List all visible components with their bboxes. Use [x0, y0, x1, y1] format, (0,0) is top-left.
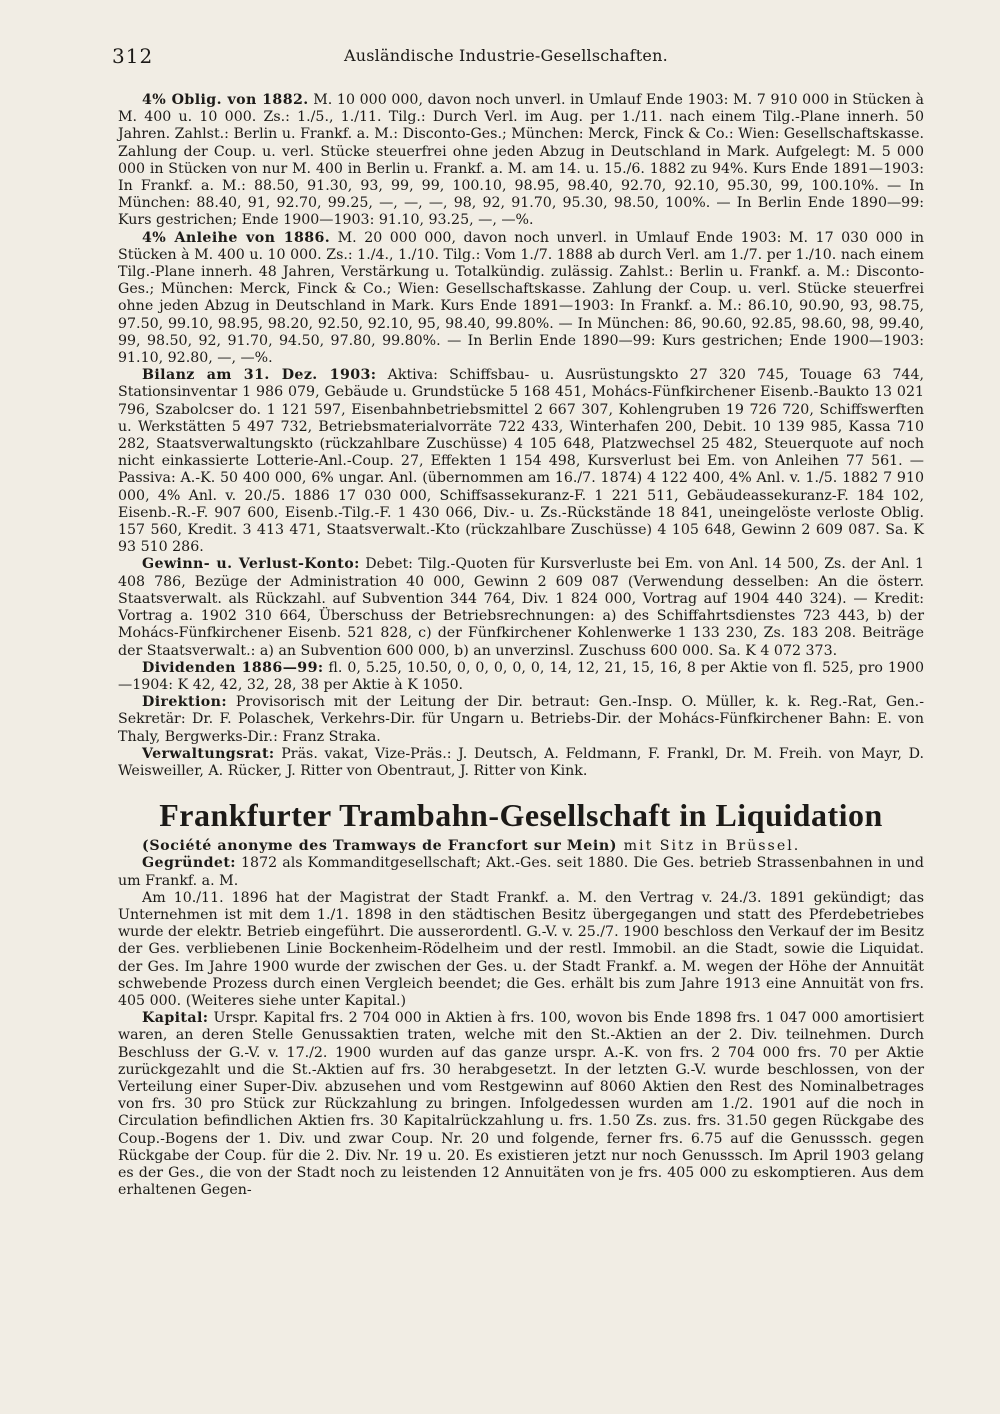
- running-title: Ausländische Industrie-Gesellschaften.: [344, 46, 668, 65]
- entry-obligation-1882: 4% Oblig. von 1882. M. 10 000 000, davon noch unverl. in Umlauf Ende 1903: M. 7 910 000 in Stücken à M. 400 u. 10 000. Zs.: 1./5., 1./11. Tilg.: Durch Verl. im Aug. per 1./11. nach einem Tilg.-Plane innerh. 50 Jahren. Zahlst.: Berlin u. Frankf. a. M.: Disconto-Ges.; München: Merck, Finck & Co.: Wien: Gesellschaftskasse. Zahlung der Coup. u. verl. Stücke steuerfrei ohne jeden Abzug in Deutschland in Mark. Aufgelegt: M. 5 000 000 in Stücken von nur M. 400 in Berlin u. Frankf. a. M. am 14. u. 15./6. 1882 zu 94%. Kurs Ende 1891—1903: In Frankf. a. M.: 88.50, 91.30, 93, 99, 99, 100.10, 98.95, 98.40, 92.70, 92.10, 95.30, 99, 100.10%. — In München: 88.40, 91, 92.70, 99.25, —, —, —, 98, 92, 91.70, 95.30, 98.50, 100%. — In Berlin Ende 1890—99: Kurs gestrichen; Ende 1900—1903: 91.10, 93.25, —, —%.: [118, 92, 924, 229]
- company-title: Frankfurter Trambahn-Gesellschaft in Liquidation: [159, 797, 883, 834]
- entry-anleihe-1886: 4% Anleihe von 1886. M. 20 000 000, davon noch unverl. in Umlauf Ende 1903: M. 17 030 000 in Stücken à M. 400 u. 10 000. Zs.: 1./4., 1./10. Tilg.: Vom 1./7. 1888 ab durch Verl. am 1./7. per 1./10. nach einem Tilg.-Plane innerh. 48 Jahren, Verstärkung u. Totalkündig. zulässig. Zahlst.: Berlin u. Frankf. a. M.: Disconto-Ges.; München: Merck, Finck & Co.; Wien: Gesellschaftskasse. Zahlung der Coup. u. verl. Stücke steuerfrei ohne jeden Abzug in Deutschland in Mark. Kurs Ende 1891—1903: In Frankf. a. M.: 86.10, 90.90, 93, 98.75, 97.50, 99.10, 98.95, 98.20, 92.50, 92.10, 95, 98.40, 99.80%. — In München: 86, 90.60, 92.85, 98.60, 98, 99.40, 99, 98.50, 92, 91.70, 94.50, 97.80, 99.80%. — In Berlin Ende 1890—99: Kurs gestrichen; Ende 1900—1903: 91.10, 92.80, —, —%.: [118, 229, 924, 367]
- entry-bilanz: Bilanz am 31. Dez. 1903: Aktiva: Schiffsbau- u. Ausrüstungskto 27 320 745, Touage 63 744, Stationsinventar 1 986 079, Gebäude u. Grundstücke 5 168 451, Mohács-Fünfkirchener Eisenb.-Baukto 13 021 796, Szabolcser do. 1 121 597, Eisenbahnbetriebsmittel 2 667 307, Kohlengruben 19 726 720, Schiffswerften u. Werkstätten 5 497 732, Betriebsmaterialvorräte 722 433, Winterhafen 200, Debit. 10 139 985, Kassa 710 282, Staatsverwaltungskto (rückzahlbare Zuschüsse) 4 105 648, Platzwechsel 25 482, Steuerquote auf noch nicht einkassierte Lotterie-Anl.-Coup. 27, Effekten 1 154 498, Kursverlust bei Em. von Anleihen 77 561. — Passiva: A.-K. 50 400 000, 6% ungar. Anl. (übernommen am 16./7. 1874) 4 122 400, 4% Anl. v. 1./5. 1882 7 910 000, 4% Anl. v. 20./5. 1886 17 030 000, Schiffsassekuranz-F. 1 221 511, Gebäudeassekuranz-F. 184 102, Eisenb.-R.-F. 907 600, Eisenb.-Tilg.-F. 1 430 066, Div.- u. Zs.-Rückstände 18 841, uneingelöste verloste Oblig. 157 560, Kredit. 3 413 471, Staatsverwalt.-Kto (rückzahlbare Zuschüsse) 4 105 648, Gewinn 2 609 087. Sa. K 93 510 286.: [118, 367, 924, 556]
- entry-direktion: Direktion: Provisorisch mit der Leitung der Dir. betraut: Gen.-Insp. O. Müller, k. k. Reg.-Rat, Gen.-Sekretär: Dr. F. Polaschek, Verkehrs-Dir. für Ungarn u. Betriebs-Dir. der Mohács-Fünfkirchener Bahn: E. von Thaly, Bergwerks-Dir.: Franz Straka.: [118, 694, 924, 745]
- entry-kapital: Kapital: Urspr. Kapital frs. 2 704 000 in Aktien à frs. 100, wovon bis Ende 1898 frs. 1 047 000 amortisiert waren, an deren Stelle Genussaktien traten, welche mit den St.-Aktien an der 2. Div. teilnehmen. Durch Beschluss der G.-V. v. 17./2. 1900 wurden auf das ganze urspr. A.-K. von frs. 2 704 000 frs. 70 per Aktie zurückgezahlt und die St.-Aktien auf frs. 30 herabgesetzt. In der letzten G.-V. wurde beschlossen, von der Verteilung einer Super-Div. abzusehen und vom Restgewinn auf 8060 Aktien den Rest des Nominalbetrages von frs. 30 pro Stück zur Rückzahlung zu bringen. Infolgedessen wurden am 1./2. 1901 auf die noch in Circulation befindlichen Aktien frs. 30 Kapitalrückzahlung u. frs. 1.50 Zs. zus. frs. 31.50 gegen Rückgabe des Coup.-Bogens der 1. Div. und zwar Coup. Nr. 20 und folgende, ferner frs. 6.75 auf die Genusssch. gegen Rückgabe der Coup. für die 2. Div. Nr. 19 u. 20. Es existieren jetzt nur noch Genusssch. Im April 1903 gelang es der Ges., die von der Stadt noch zu leistenden 12 Annuitäten von je frs. 405 000 zu eskomptieren. Aus dem erhaltenen Gegen-: [118, 1010, 924, 1199]
- body-text: [118, 92, 924, 1199]
- entry-dividenden: Dividenden 1886—99: fl. 0, 5.25, 10.50, 0, 0, 0, 0, 0, 14, 12, 21, 15, 16, 8 per Aktie von fl. 525, pro 1900—1904: K 42, 42, 32, 28, 38 per Aktie à K 1050.: [118, 659, 924, 693]
- entry-gegruendet: Gegründet: 1872 als Kommanditgesellschaft; Akt.-Ges. seit 1880. Die Ges. betrieb Strassenbahnen in und um Frankf. a. M.: [118, 855, 924, 889]
- entry-verwaltungsrat: Verwaltungsrat: Präs. vakat, Vize-Präs.: J. Deutsch, A. Feldmann, F. Frankl, Dr. M. Freih. von Mayr, D. Weisweiller, A. Rücker, J. Ritter von Obentraut, J. Ritter von Kink.: [118, 745, 924, 779]
- entry-history: Am 10./11. 1896 hat der Magistrat der Stadt Frankf. a. M. den Vertrag v. 24./3. 1891 gekündigt; das Unternehmen ist mit dem 1./1. 1898 in den städtischen Besitz übergegangen und statt des Pferdebetriebes wurde der elektr. Betrieb eingeführt. Die ausserordentl. G.-V. v. 25./7. 1900 beschloss den Verkauf der im Besitz der Ges. verbliebenen Linie Bockenheim-Rödelheim und der restl. Immobil. an die Stadt, sowie die Liquidat. der Ges. Im Jahre 1900 wurde der zwischen der Ges. u. der Stadt Frankf. a. M. wegen der Höhe der Annuität schwebende Prozess durch einen Vergleich beendet; die Ges. erhält bis zum Jahre 1913 eine Annuität von frs. 405 000. (Weiteres siehe unter Kapital.): [118, 889, 924, 1009]
- entry-gewinn-verlust: Gewinn- u. Verlust-Konto: Debet: Tilg.-Quoten für Kursverluste bei Em. von Anl. 14 500, Zs. der Anl. 1 408 786, Bezüge der Administration 40 000, Gewinn 2 609 087 (Verwendung desselben: An die österr. Staatsverwalt. als Rückzahl. auf Subvention 344 764, Div. 1 824 000, Vortrag auf 1904 440 324). — Kredit: Vortrag a. 1902 310 664, Überschuss der Betriebsrechnungen: a) des Schiffahrtsdienstes 723 443, b) der Mohács-Fünfkirchener Eisenb. 521 828, c) der Fünfkirchener Kohlenwerke 1 133 230, Zs. 183 208. Beiträge der Staatsverwalt.: a) an Subvention 600 000, b) an unverzinsl. Zuschuss 600 000. Sa. K 4 072 373.: [118, 556, 924, 659]
- company-subtitle: (Société anonyme des Tramways de Francfort sur Mein) mit Sitz in Brüssel.: [142, 838, 801, 855]
- page-number: 312: [112, 44, 154, 68]
